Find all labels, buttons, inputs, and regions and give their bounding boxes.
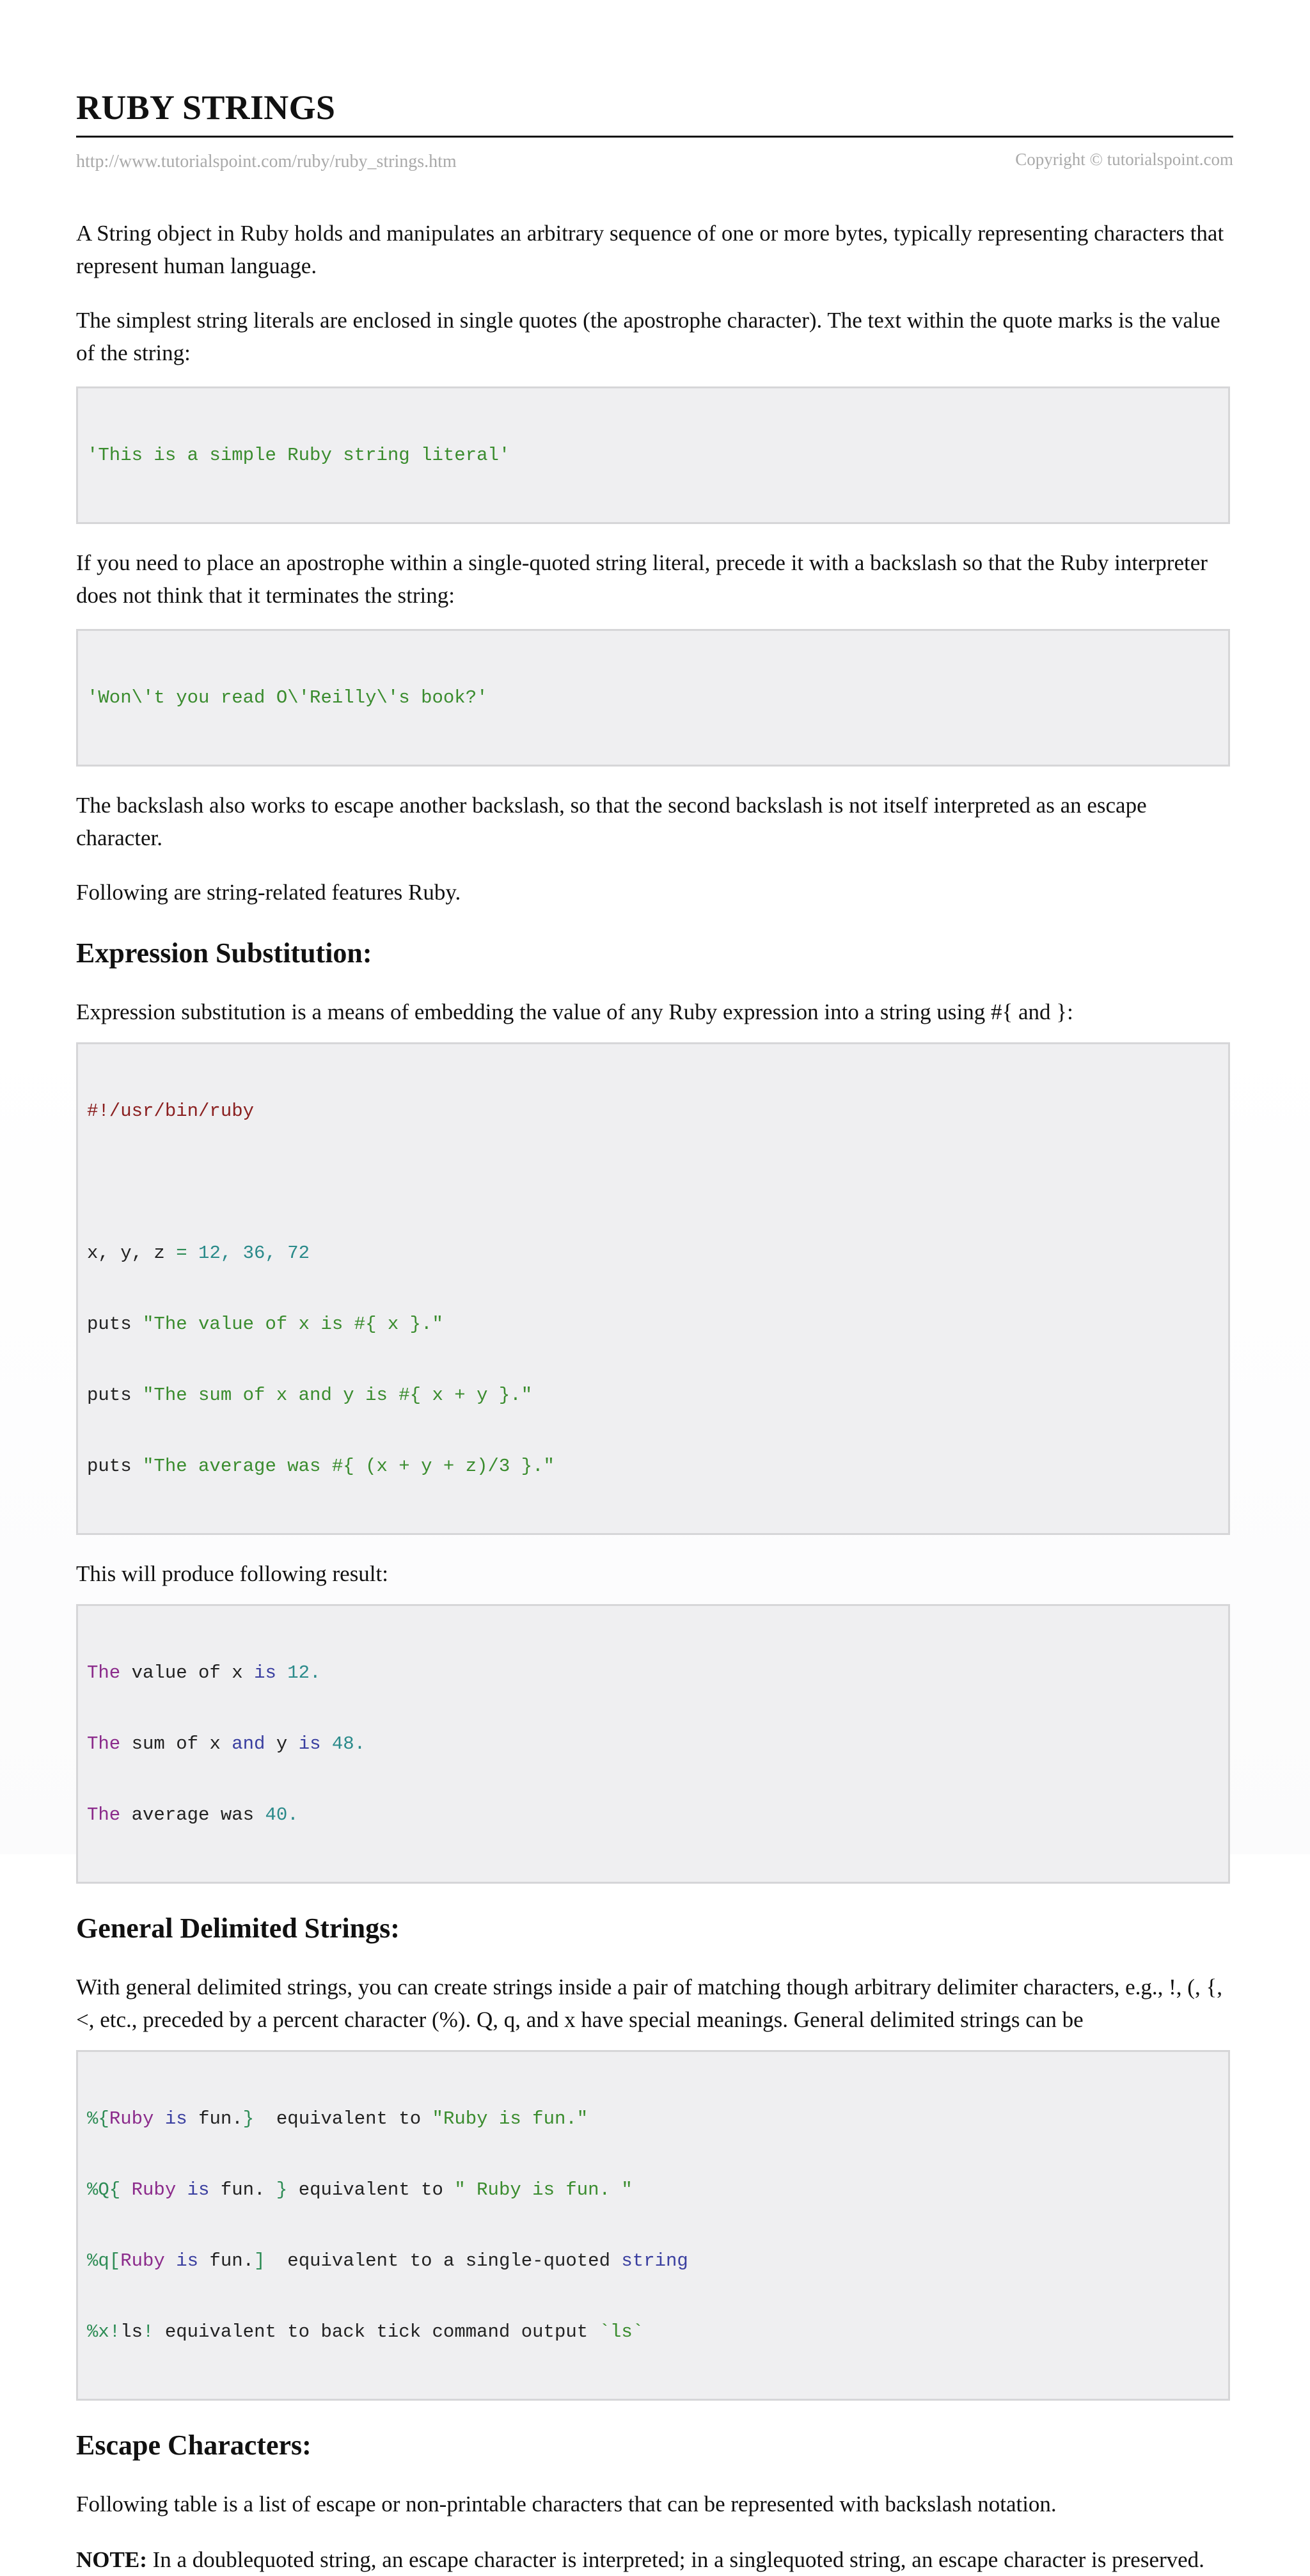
code-text: equivalent to back tick command output xyxy=(154,2321,599,2342)
result-word: The xyxy=(87,1662,121,1683)
code-delimiter: } xyxy=(276,2179,288,2200)
code-string: " Ruby is fun. " xyxy=(454,2179,633,2200)
apostrophe-paragraph: If you need to place an apostrophe within a single-quoted string literal, precede it with a backslash so that the Ruby interpreter does not think that it terminates the string: xyxy=(76,550,1208,608)
code-text: equivalent to a single-quoted xyxy=(265,2250,622,2271)
result-text: value of x xyxy=(120,1662,255,1683)
result-line xyxy=(87,1732,1219,1756)
code-text: equivalent to xyxy=(287,2179,455,2200)
code-shebang: #!/usr/bin/ruby xyxy=(87,1101,255,1122)
intro-paragraph: A String object in Ruby holds and manipulates an arbitrary sequence of one or more bytes, typically representing characters that represent human language. xyxy=(76,221,1224,278)
code-delimiter: %q[ xyxy=(87,2250,121,2271)
escape-characters-description: Following table is a list of escape or non-printable characters that can be represented with backslash notation. xyxy=(76,2492,1057,2516)
code-keyword: string xyxy=(621,2250,688,2271)
note-label: NOTE: xyxy=(76,2547,147,2572)
code-line: 'Won\'t you read O\'Reilly\'s book?' xyxy=(87,687,488,708)
code-line xyxy=(87,2249,1219,2273)
code-line: 'This is a simple Ruby string literal' xyxy=(87,445,510,466)
code-keyword: puts xyxy=(87,1456,143,1477)
page-meta xyxy=(76,149,1233,175)
code-delimiter: %{ xyxy=(87,2108,109,2129)
result-word: The xyxy=(87,1804,121,1825)
result-text: average was xyxy=(120,1804,265,1825)
code-keyword: is xyxy=(154,2108,199,2129)
result-word: The xyxy=(87,1733,121,1754)
code-block-result xyxy=(76,1604,1230,1884)
result-label: This will produce following result: xyxy=(76,1561,388,1586)
code-string: "The sum of x and y is #{ x + y }." xyxy=(143,1385,533,1406)
code-vars: x, y, z xyxy=(87,1243,165,1264)
title-divider xyxy=(76,136,1233,138)
code-line xyxy=(87,1454,1219,1478)
code-text: fun. xyxy=(209,2250,255,2271)
result-number: 12 xyxy=(287,1662,310,1683)
code-block-escaped-literal xyxy=(76,629,1230,767)
code-line xyxy=(87,1312,1219,1336)
expression-substitution-description: Expression substitution is a means of embedding the value of any Ruby expression into a string using #{ and }: xyxy=(76,999,1073,1024)
source-url[interactable]: http://www.tutorialspoint.com/ruby/ruby_strings.htm xyxy=(76,152,457,171)
page-title: RUBY STRINGS xyxy=(76,88,336,127)
code-block-simple-literal xyxy=(76,386,1230,524)
code-keyword: puts xyxy=(87,1314,143,1335)
result-number: 48 xyxy=(331,1733,354,1754)
general-delimited-description: With general delimited strings, you can create strings inside a pair of matching though arbitrary delimiter characters, e.g., !, (, {, <, etc., preceded by a percent character (%). Q, q, and x have special meanings. General delimited strings can be xyxy=(76,1975,1223,2032)
code-keyword: is xyxy=(164,2250,210,2271)
code-constant: Ruby xyxy=(120,2250,165,2271)
result-period: . xyxy=(354,1733,366,1754)
code-delimiter: ] xyxy=(254,2250,265,2271)
code-operator: = xyxy=(164,1243,199,1264)
result-line xyxy=(87,1661,1219,1685)
code-string: "Ruby is fun." xyxy=(432,2108,588,2129)
result-space xyxy=(321,1733,332,1754)
code-line xyxy=(87,1241,1219,1265)
code-delimiter: } xyxy=(242,2108,255,2129)
copyright-notice: Copyright © tutorialspoint.com xyxy=(1015,150,1233,169)
code-delimiter: ! xyxy=(143,2321,154,2342)
result-period: . xyxy=(287,1804,299,1825)
note-text: In a doublequoted string, an escape character is interpreted; in a singlequoted string, an escape character is preserved. xyxy=(146,2547,1204,2572)
code-string: "The average was #{ (x + y + z)/3 }." xyxy=(143,1456,555,1477)
code-line xyxy=(87,2320,1219,2344)
code-keyword: is xyxy=(176,2179,221,2200)
single-quote-paragraph: The simplest string literals are enclosed in single quotes (the apostrophe character). The text within the quote marks is the value of the string: xyxy=(76,308,1220,365)
code-blank-line xyxy=(87,1170,1219,1194)
note-paragraph xyxy=(76,2543,1233,2576)
backslash-paragraph: The backslash also works to escape another backslash, so that the second backslash is not itself interpreted as an escape character. xyxy=(76,793,1147,850)
code-string: `ls` xyxy=(599,2321,644,2342)
result-text: sum of x xyxy=(120,1733,232,1754)
code-line xyxy=(87,2178,1219,2202)
result-line xyxy=(87,1803,1219,1827)
result-space xyxy=(276,1662,287,1683)
page-content xyxy=(76,83,1233,2576)
code-text: fun. xyxy=(198,2108,243,2129)
result-number: 40 xyxy=(265,1804,288,1825)
result-keyword: is xyxy=(298,1733,321,1754)
section-heading-expression-substitution: Expression Substitution: xyxy=(76,937,372,969)
code-constant: Ruby xyxy=(109,2108,154,2129)
section-heading-general-delimited: General Delimited Strings: xyxy=(76,1912,400,1944)
code-numbers: 12, 36, 72 xyxy=(198,1243,310,1264)
result-keyword: is xyxy=(254,1662,276,1683)
code-text: ls xyxy=(120,2321,143,2342)
code-keyword: puts xyxy=(87,1385,143,1406)
result-period: . xyxy=(310,1662,321,1683)
code-text: fun. xyxy=(220,2179,276,2200)
code-line xyxy=(87,1383,1219,1407)
code-block-expression-substitution xyxy=(76,1042,1230,1535)
code-block-general-delimited xyxy=(76,2050,1230,2401)
features-paragraph: Following are string-related features Ruby. xyxy=(76,880,461,905)
code-delimiter: %Q{ xyxy=(87,2179,132,2200)
code-line xyxy=(87,2107,1219,2131)
code-delimiter: %x! xyxy=(87,2321,121,2342)
result-text: y xyxy=(265,1733,299,1754)
code-constant: Ruby xyxy=(131,2179,177,2200)
code-string: "The value of x is #{ x }." xyxy=(143,1314,443,1335)
code-text: equivalent to xyxy=(254,2108,432,2129)
section-heading-escape-characters: Escape Characters: xyxy=(76,2429,312,2461)
result-keyword: and xyxy=(232,1733,265,1754)
